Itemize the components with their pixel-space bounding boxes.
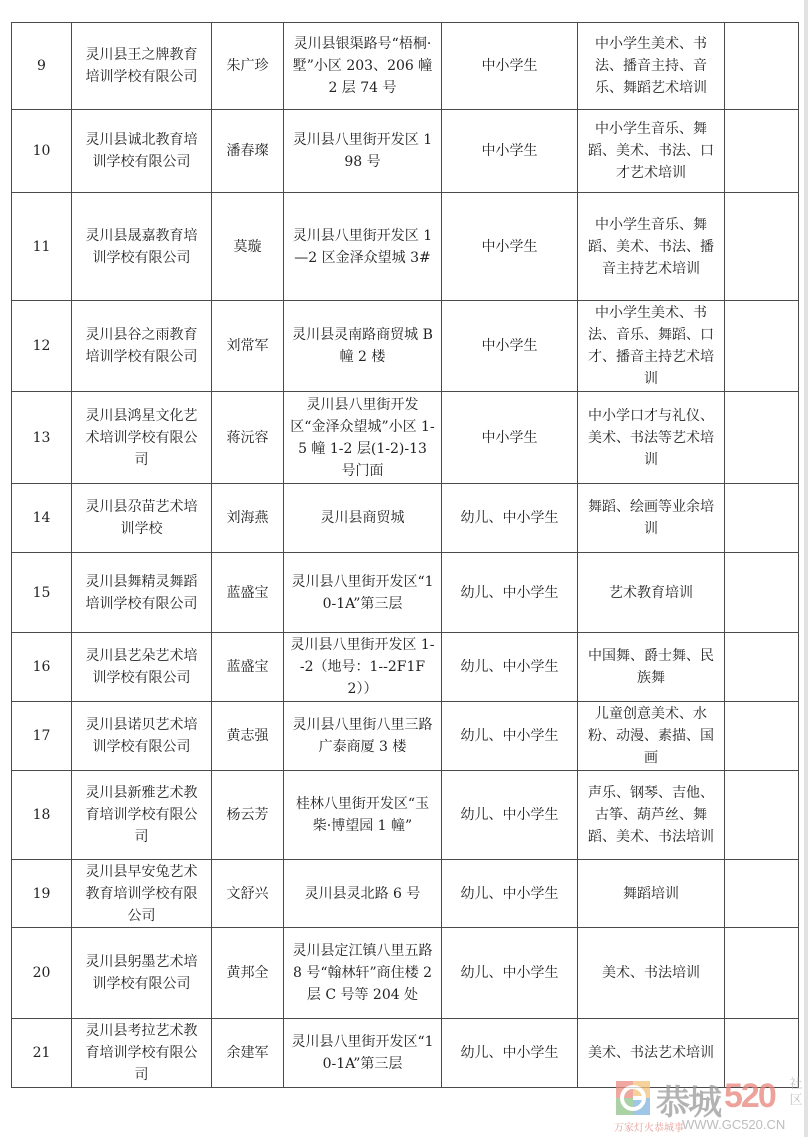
legal-person: 黄邦全 bbox=[212, 928, 284, 1019]
row-number: 13 bbox=[12, 392, 72, 484]
training-scope: 中国舞、爵士舞、民族舞 bbox=[578, 633, 725, 702]
legal-person: 黄志强 bbox=[212, 702, 284, 771]
target-students: 中小学生 bbox=[442, 110, 578, 193]
table-row bbox=[12, 860, 799, 928]
school-name: 灵川县鸿星文化艺术培训学校有限公司 bbox=[72, 392, 212, 484]
school-name: 灵川县诚北教育培训学校有限公司 bbox=[72, 110, 212, 193]
school-name: 灵川县艺朵艺术培训学校有限公司 bbox=[72, 633, 212, 702]
remark bbox=[725, 633, 799, 702]
training-scope: 舞蹈、绘画等业余培训 bbox=[578, 484, 725, 553]
training-scope: 儿童创意美术、水粉、动漫、素描、国画 bbox=[578, 702, 725, 771]
table-row bbox=[12, 301, 799, 392]
target-students: 幼儿、中小学生 bbox=[442, 928, 578, 1019]
training-scope: 中小学口才与礼仪、美术、书法等艺术培训 bbox=[578, 392, 725, 484]
table-row bbox=[12, 110, 799, 193]
watermark-suffix: 社区 bbox=[789, 1077, 803, 1108]
school-name: 灵川县尕苗艺术培训学校 bbox=[72, 484, 212, 553]
address: 灵川县商贸城 bbox=[284, 484, 442, 553]
address: 灵川县灵北路 6 号 bbox=[284, 860, 442, 928]
row-number: 20 bbox=[12, 928, 72, 1019]
training-scope: 美术、书法培训 bbox=[578, 928, 725, 1019]
table-row bbox=[12, 392, 799, 484]
school-name: 灵川县谷之雨教育培训学校有限公司 bbox=[72, 301, 212, 392]
table-row bbox=[12, 928, 799, 1019]
address: 灵川县银渠路号“梧桐·墅”小区 203、206 幢 2 层 74 号 bbox=[284, 23, 442, 110]
school-name: 灵川县舞精灵舞蹈培训学校有限公司 bbox=[72, 553, 212, 633]
training-scope: 中小学生音乐、舞蹈、美术、书法、播音主持艺术培训 bbox=[578, 193, 725, 301]
target-students: 幼儿、中小学生 bbox=[442, 702, 578, 771]
training-scope: 声乐、钢琴、吉他、古筝、葫芦丝、舞蹈、美术、书法培训 bbox=[578, 771, 725, 860]
row-number: 9 bbox=[12, 23, 72, 110]
remark bbox=[725, 23, 799, 110]
table-row bbox=[12, 633, 799, 702]
school-name: 灵川县考拉艺术教育培训学校有限公司 bbox=[72, 1019, 212, 1088]
row-number: 11 bbox=[12, 193, 72, 301]
row-number: 10 bbox=[12, 110, 72, 193]
legal-person: 余建军 bbox=[212, 1019, 284, 1088]
legal-person: 蓝盛宝 bbox=[212, 553, 284, 633]
address: 灵川县八里街开发区 1--2（地号：1--2F1F2）） bbox=[284, 633, 442, 702]
address: 桂林八里街开发区“玉柴·博望园 1 幢” bbox=[284, 771, 442, 860]
remark bbox=[725, 392, 799, 484]
training-scope: 中小学生美术、书法、音乐、舞蹈、口才、播音主持艺术培训 bbox=[578, 301, 725, 392]
remark bbox=[725, 193, 799, 301]
legal-person: 刘常军 bbox=[212, 301, 284, 392]
site-watermark bbox=[612, 1075, 808, 1137]
row-number: 15 bbox=[12, 553, 72, 633]
watermark-url: WWW.GC520.CN bbox=[682, 1117, 786, 1132]
training-schools-table bbox=[11, 22, 799, 1088]
school-name: 灵川县诺贝艺术培训学校有限公司 bbox=[72, 702, 212, 771]
address: 灵川县八里街开发区“金泽众望城”小区 1-5 幢 1-2 层(1-2)-13 号门面 bbox=[284, 392, 442, 484]
school-name: 灵川县王之牌教育培训学校有限公司 bbox=[72, 23, 212, 110]
target-students: 中小学生 bbox=[442, 23, 578, 110]
address: 灵川县八里街开发区 198 号 bbox=[284, 110, 442, 193]
school-name: 灵川县躬墨艺术培训学校有限公司 bbox=[72, 928, 212, 1019]
target-students: 幼儿、中小学生 bbox=[442, 860, 578, 928]
remark bbox=[725, 771, 799, 860]
watermark-number: 520 bbox=[724, 1077, 775, 1115]
table-row bbox=[12, 702, 799, 771]
remark bbox=[725, 702, 799, 771]
legal-person: 刘海燕 bbox=[212, 484, 284, 553]
school-name: 灵川县新雅艺术教育培训学校有限公司 bbox=[72, 771, 212, 860]
remark bbox=[725, 301, 799, 392]
table-row bbox=[12, 23, 799, 110]
address: 灵川县定江镇八里五路 8 号“翰林轩”商住楼 2 层 C 号等 204 处 bbox=[284, 928, 442, 1019]
target-students: 中小学生 bbox=[442, 301, 578, 392]
address: 灵川县八里街八里三路广泰商厦 3 楼 bbox=[284, 702, 442, 771]
school-name: 灵川县晟嘉教育培训学校有限公司 bbox=[72, 193, 212, 301]
training-scope: 中小学生美术、书法、播音主持、音乐、舞蹈艺术培训 bbox=[578, 23, 725, 110]
address: 灵川县灵南路商贸城 B 幢 2 楼 bbox=[284, 301, 442, 392]
remark bbox=[725, 484, 799, 553]
row-number: 12 bbox=[12, 301, 72, 392]
target-students: 中小学生 bbox=[442, 392, 578, 484]
legal-person: 蓝盛宝 bbox=[212, 633, 284, 702]
table-row bbox=[12, 553, 799, 633]
legal-person: 朱广珍 bbox=[212, 23, 284, 110]
target-students: 幼儿、中小学生 bbox=[442, 771, 578, 860]
scrollbar-track[interactable] bbox=[804, 0, 808, 1137]
row-number: 18 bbox=[12, 771, 72, 860]
target-students: 幼儿、中小学生 bbox=[442, 484, 578, 553]
remark bbox=[725, 860, 799, 928]
training-scope: 美术、书法艺术培训 bbox=[578, 1019, 725, 1088]
watermark-brand: 恭城 bbox=[656, 1083, 720, 1123]
table-row bbox=[12, 193, 799, 301]
training-scope: 艺术教育培训 bbox=[578, 553, 725, 633]
remark bbox=[725, 553, 799, 633]
training-scope: 中小学生音乐、舞蹈、美术、书法、口才艺术培训 bbox=[578, 110, 725, 193]
row-number: 19 bbox=[12, 860, 72, 928]
training-scope: 舞蹈培训 bbox=[578, 860, 725, 928]
gc520-logo-icon bbox=[616, 1081, 650, 1115]
address: 灵川县八里街开发区 1—2 区金泽众望城 3# bbox=[284, 193, 442, 301]
row-number: 21 bbox=[12, 1019, 72, 1088]
target-students: 幼儿、中小学生 bbox=[442, 633, 578, 702]
legal-person: 莫璇 bbox=[212, 193, 284, 301]
legal-person: 杨云芳 bbox=[212, 771, 284, 860]
target-students: 幼儿、中小学生 bbox=[442, 553, 578, 633]
table-row bbox=[12, 771, 799, 860]
remark bbox=[725, 110, 799, 193]
target-students: 中小学生 bbox=[442, 193, 578, 301]
school-name: 灵川县早安兔艺术教育培训学校有限公司 bbox=[72, 860, 212, 928]
row-number: 16 bbox=[12, 633, 72, 702]
watermark-slogan: 万家灯火恭城事 bbox=[614, 1123, 684, 1134]
address: 灵川县八里街开发区“10-1A”第三层 bbox=[284, 553, 442, 633]
row-number: 17 bbox=[12, 702, 72, 771]
target-students: 幼儿、中小学生 bbox=[442, 1019, 578, 1088]
legal-person: 文舒兴 bbox=[212, 860, 284, 928]
table-row bbox=[12, 484, 799, 553]
legal-person: 潘春璨 bbox=[212, 110, 284, 193]
address: 灵川县八里街开发区“10-1A”第三层 bbox=[284, 1019, 442, 1088]
legal-person: 蒋沅容 bbox=[212, 392, 284, 484]
row-number: 14 bbox=[12, 484, 72, 553]
remark bbox=[725, 928, 799, 1019]
